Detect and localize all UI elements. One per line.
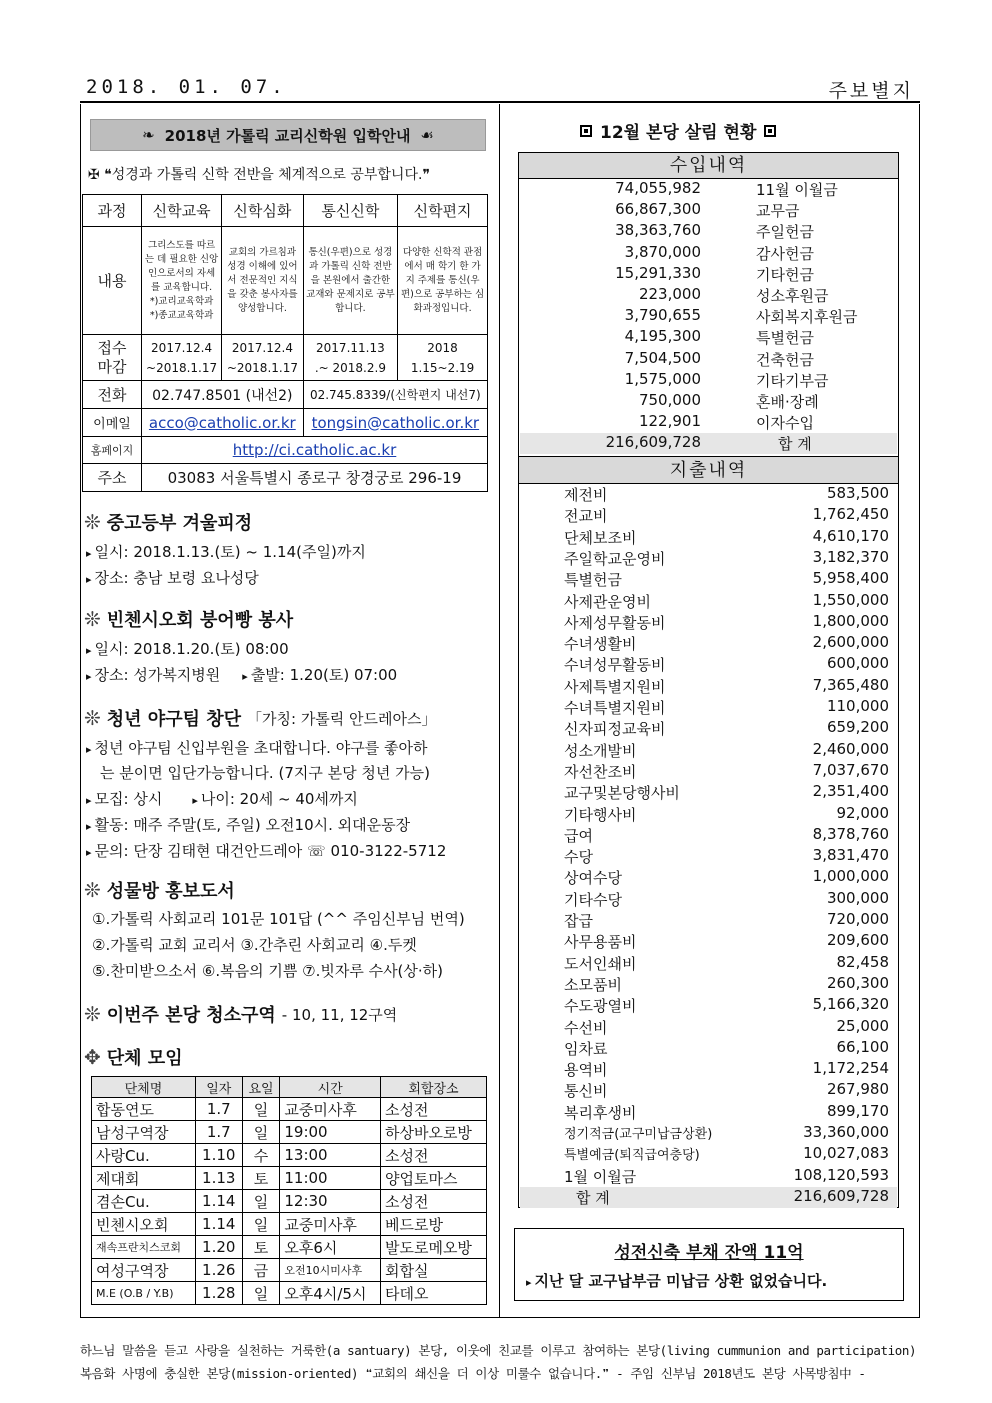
income-amount: 4,195,300 [624,327,701,346]
expense-row [520,740,897,761]
winter-camp-date: ▸ 일시: 2018.1.13.(토) ~ 1.14(주일)까지 [86,543,366,561]
table-row: 제대회 1.13 토 11:00 양업토마스 [92,1167,487,1190]
col-letter: 신학편지 [398,195,488,227]
expense-amount: 82,458 [836,952,889,971]
expense-label: 전교비 [564,507,608,526]
expense-row [520,804,897,825]
expense-label: 사제관운영비 [564,592,651,611]
expense-amount: 10,027,083 [803,1144,889,1163]
bulletin-date: 2018. 01. 07. [86,76,287,98]
expense-amount: 92,000 [836,803,889,822]
income-label: 성소후원금 [756,287,829,305]
expense-label: 교구및본당행사비 [564,784,680,803]
bullet-icon: ▸ [86,644,92,657]
expense-label: 복리후생비 [564,1103,637,1122]
baseball-contact: ▸ 문의: 단장 김태현 대건안드레아 ☏ 010-3122-5712 [86,842,447,860]
deadline-corr: 2017.11.13 .~ 2018.2.9 [303,335,397,381]
expense-row [520,1144,897,1165]
income-row [520,370,897,391]
expense-amount: 1,550,000 [812,590,889,609]
baseball-line2: 는 분이면 입단가능합니다. (7지구 본당 청년 가능) [100,764,430,782]
expense-label: 사제성무활동비 [564,613,666,632]
sparkle-icon: ❊ [84,706,101,730]
bullet-icon: ▸ [242,670,248,683]
expense-label: 주일학교운영비 [564,549,666,568]
square-bullet-icon [580,125,592,137]
books-line3: ⑤.찬미받으소서 ⑥.복음의 기쁨 ⑦.빗자루 수사(상·하) [92,962,444,980]
debt-note: ▸ 지난 달 교구납부금 미납금 상환 없었습니다. [526,1272,828,1290]
flower-icon: ✥ [84,1045,101,1069]
income-row [520,243,897,264]
col-course: 과정 [83,195,142,227]
footer-line2: 복음화 사명에 충실한 본당(mission-oriented) ❝교회의 쇄신을 더 이상 미룰수 없습니다.❞ - 주임 신부님 2018년도 본당 사목방침中 - [80,1366,866,1381]
income-label: 특별헌금 [756,329,814,348]
expense-amount: 1,762,450 [812,505,889,524]
expense-amount: 8,378,760 [812,824,889,843]
expense-amount: 5,166,320 [812,995,889,1014]
finance-heading: 12월 본당 살림 현황 [580,118,776,143]
expense-amount: 110,000 [826,697,889,715]
bullet-icon: ▸ [526,1276,532,1289]
expense-label: 수당 [564,848,593,867]
table-row: 겸손Cu. 1.14 일 12:30 소성전 [92,1190,487,1213]
income-label: 혼배·장례 [756,393,819,411]
content-letter: 다양한 신학적 관점에서 매 학기 한 가지 주제를 통신(우편)으로 공부하는 심화과정입니다. [398,227,488,335]
cleaning-areas: - 10, 11, 12구역 [281,1005,398,1024]
expense-label: 사무용품비 [564,933,637,952]
table-row: 빈첸시오회 1.14 일 교중미사후 베드로방 [92,1213,487,1236]
col-edu: 신학교육 [142,195,222,227]
income-row [520,264,897,285]
content-corr: 통신(우편)으로 성경과 가톨릭 신학 전반을 본원에서 출간한 교재와 문제지로 공부합니다. [303,227,397,335]
content-label: 내용 [83,227,142,335]
income-row [520,221,897,242]
phone-1: 02.747.8501 (내선2) [142,381,304,409]
deadline-letter: 2018 1.15~2.19 [398,335,488,381]
expense-row [520,1038,897,1059]
income-amount: 3,790,655 [624,306,701,325]
ornament-left-icon: ❧ [142,126,155,144]
expense-row [520,1102,897,1123]
table-row: 여성구역장 1.26 금 오전10시미사후 회합실 [92,1259,487,1282]
expense-label: 상여수당 [564,869,622,888]
seminary-table [82,194,488,492]
expense-label: 성소개발비 [564,741,637,760]
winter-camp-heading: ❊ 중고등부 겨울피정 [84,510,253,534]
column-divider [499,104,500,1318]
income-total-row [520,433,897,454]
income-amount: 15,291,330 [615,263,701,282]
meetings-table: 단체명 일자 요일 시간 회합장소 합동연도 1.7 일 교중미사후 소성전 남성구역장 1.7 일 19:00 하상바오로방 사랑Cu. 1.10 수 13:00 소성전 제대회 1.13 토 11:00 양업토마스 겸손Cu. 1.14 일 12:30 소성전 빈첸시오회 1.14 일 교중미사후 베드로방 재속프란치스코회 1.20 토 오후6시 발도로메오방 여성구역장 1.26 금 오전10시미사후 회합실 M.E (O.B / Y.B) 1.28 일 오후4시/5시 타데오 [91,1076,487,1305]
expense-amount: 3,831,470 [812,846,889,865]
expense-label: 제전비 [564,486,608,504]
cleaning-heading: ❊ 이번주 본당 청소구역 - 10, 11, 12구역 [84,1002,398,1026]
income-label: 합 계 [778,435,812,454]
income-row [520,306,897,327]
expense-amount: 2,351,400 [812,782,889,801]
expense-amount: 66,100 [836,1037,889,1056]
table-row: 사랑Cu. 1.10 수 13:00 소성전 [92,1144,487,1167]
expense-amount: 1,800,000 [812,611,889,630]
income-row [520,179,897,200]
baseball-tag: 「가칭: 가톨릭 안드레아스」 [247,709,437,728]
income-row [520,327,897,348]
expense-label: 특별예금(퇴직급여충당) [564,1148,700,1164]
expense-row [520,825,897,846]
content-edu: 그리스도를 따르는 데 필요한 신앙인으로서의 자세를 교육합니다. *)교리교육학과 *)종교교육학과 [142,227,222,335]
expense-label: 수녀성무활동비 [564,656,666,675]
winter-camp-place: ▸ 장소: 충남 보령 요나성당 [86,569,259,587]
income-row [520,285,897,306]
bullet-icon: ▸ [86,743,92,756]
expense-row [520,995,897,1016]
income-label: 사회복지후원금 [756,308,858,327]
income-label: 기타기부금 [756,371,829,390]
expense-row [520,1059,897,1080]
expense-label: 통신비 [564,1082,608,1101]
income-amount: 74,055,982 [615,179,701,197]
col-deep: 신학심화 [222,195,303,227]
expense-amount: 25,000 [836,1016,889,1035]
income-amount: 66,867,300 [615,200,701,219]
expense-label: 수녀생활비 [564,635,637,654]
expense-amount: 4,610,170 [812,526,889,545]
expense-label: 잡급 [564,912,593,930]
books-line2: ②.가톨릭 교회 교리서 ③.간추린 사회교리 ④.두켓 [92,936,417,954]
footer-line1: 하느님 말씀을 듣고 사랑을 실천하는 거룩한(a santuary) 본당, 이웃에 친교를 이루고 참여하는 본당(living cummunion and participation) [80,1343,917,1358]
bullet-icon: ▸ [86,547,92,560]
bullet-icon: ▸ [86,794,92,807]
income-amount: 122,901 [638,412,701,431]
expense-label: 용역비 [564,1061,608,1080]
income-amount: 7,504,500 [624,348,701,367]
expense-amount: 7,365,480 [812,675,889,694]
expense-row [520,654,897,675]
phone-label: 전화 [83,381,142,409]
expense-amount: 108,120,593 [793,1165,889,1184]
books-line1: ①.가톨릭 사회교리 101문 101답 (^^ 주임신부님 번역) [92,910,465,928]
address-value: 03083 서울특별시 종로구 창경궁로 296-19 [142,464,488,492]
income-label: 주일헌금 [756,223,814,242]
expense-label: 신자피정교육비 [564,720,666,739]
sparkle-icon: ❊ [84,510,101,534]
table-row: 합동연도 1.7 일 교중미사후 소성전 [92,1098,487,1121]
sparkle-icon: ❊ [84,1002,101,1026]
bullet-icon: ▸ [86,573,92,586]
income-amount: 38,363,760 [615,221,701,240]
ornament-right-icon: ☙ [420,126,434,144]
expense-row [520,931,897,952]
homepage-label: 홈페이지 [83,437,142,464]
seminary-subtitle: ✠ ❝성경과 가톨릭 신학 전반을 체계적으로 공부합니다.❞ [88,167,430,183]
expense-row [520,953,897,974]
income-label: 건축헌금 [756,350,814,369]
baseball-line1: ▸ 청년 야구팀 신입부원을 초대합니다. 야구를 좋아하 [86,739,428,757]
books-heading: ❊ 성물방 홍보도서 [84,878,235,902]
income-row [520,391,897,412]
expense-amount: 5,958,400 [812,569,889,588]
expense-amount: 1,172,254 [812,1059,889,1078]
income-amount: 750,000 [638,391,701,409]
baseball-heading: ❊ 청년 야구팀 창단 「가칭: 가톨릭 안드레아스」 [84,706,437,730]
expense-amount: 2,460,000 [812,739,889,758]
income-row [520,412,897,433]
expense-amount: 600,000 [826,654,889,673]
expense-amount: 209,600 [826,931,889,950]
income-label: 기타헌금 [756,265,814,284]
sparkle-icon: ❊ [84,878,101,902]
expense-amount: 260,300 [826,973,889,992]
vincent-place: ▸ 장소: 성가복지병원 ▸ 출발: 1.20(토) 07:00 [86,666,398,684]
income-label: 11월 이월금 [756,181,838,199]
expense-row [520,591,897,612]
seminary-title: 2018년 가톨릭 교리신학원 입학안내 [164,126,411,145]
baseball-activity: ▸ 활동: 매주 주말(토, 주일) 오전10시. 외대운동장 [86,816,411,834]
income-row [520,200,897,221]
expense-label: 임차료 [564,1039,608,1058]
expense-label: 소모품비 [564,975,622,994]
expense-label: 도서인쇄비 [564,954,637,973]
homepage-link[interactable]: http://ci.catholic.ac.kr [232,441,397,459]
expense-label: 단체보조비 [564,528,637,547]
expense-row [520,612,897,633]
income-amount: 223,000 [638,285,701,303]
expense-row [520,676,897,697]
vincent-heading: ❊ 빈첸시오회 붕어빵 봉사 [84,607,294,631]
expense-row [520,527,897,548]
expense-row [520,910,897,931]
bulletin-title: 주보별지 [828,80,914,102]
expense-amount: 1,000,000 [812,867,889,886]
cross-icon: ✠ [88,167,100,183]
income-label: 이자수입 [756,414,814,433]
table-row: 재속프란치스코회 1.20 토 오후6시 발도로메오방 [92,1236,487,1259]
deadline-label: 접수 마감 [83,335,142,381]
expense-amount: 33,360,000 [803,1123,889,1141]
bullet-icon: ▸ [192,794,198,807]
expense-label: 1월 이월금 [564,1167,637,1186]
deadline-edu: 2017.12.4 ~2018.1.17 [142,335,222,381]
bullet-icon: ▸ [86,820,92,833]
income-amount: 3,870,000 [624,242,701,261]
vincent-date: ▸ 일시: 2018.1.20.(토) 08:00 [86,640,289,658]
phone-2: 02.745.8339/(신학편지 내선7) [303,381,487,409]
expense-amount: 7,037,670 [812,760,889,779]
debt-title: 성전신축 부채 잔액 11억 [614,1243,804,1263]
expense-row [520,846,897,867]
expense-row [520,569,897,590]
email-label: 이메일 [83,409,142,437]
expense-label: 특별헌금 [564,571,622,590]
expense-row [520,718,897,739]
expense-row [520,1017,897,1038]
deadline-deep: 2017.12.4 ~2018.1.17 [222,335,303,381]
expense-label: 정기적금(교구미납금상환) [564,1127,713,1142]
sparkle-icon: ❊ [84,607,101,631]
expense-label: 기타수당 [564,890,622,909]
expense-amount: 3,182,370 [812,547,889,566]
expense-label: 사제특별지원비 [564,677,666,696]
expense-label: 급여 [564,826,593,845]
expense-label: 기타행사비 [564,805,637,824]
income-row [520,349,897,370]
expense-row [520,1080,897,1101]
address-label: 주소 [83,464,142,492]
email-link-1[interactable]: acco@catholic.or.kr [148,413,296,432]
table-row: M.E (O.B / Y.B) 1.28 일 오후4시/5시 타데오 [92,1282,487,1305]
expense-row [520,484,897,505]
expense-row [520,697,897,718]
expense-amount: 899,170 [826,1101,889,1120]
income-label: 감사헌금 [756,244,814,263]
expense-row [520,633,897,654]
expense-row [520,1123,897,1144]
expense-row [520,974,897,995]
expense-row [520,761,897,782]
expense-label: 수선비 [564,1018,608,1037]
expense-label: 수녀특별지원비 [564,699,666,717]
expense-row [520,548,897,569]
expense-amount: 659,200 [826,718,889,737]
income-label: 교무금 [756,202,800,221]
table-row: 남성구역장 1.7 일 19:00 하상바오로방 [92,1121,487,1144]
meetings-heading: ✥ 단체 모임 [84,1045,183,1069]
expense-row [520,505,897,526]
expense-amount: 267,980 [826,1080,889,1099]
income-amount: 216,609,728 [605,433,701,452]
expense-amount: 300,000 [826,888,889,907]
content-deep: 교회의 가르침과 성경 이해에 있어서 전문적인 지식을 갖춘 봉사자를 양성합니다. [222,227,303,335]
square-bullet-icon [764,125,776,137]
expense-total-row [520,1187,897,1208]
expense-label: 수도광열비 [564,997,637,1016]
baseball-recruit: ▸ 모집: 상시 ▸ 나이: 20세 ~ 40세까지 [86,790,358,808]
expense-amount: 2,600,000 [812,633,889,652]
bullet-icon: ▸ [86,670,92,683]
expense-row [520,867,897,888]
col-corr: 통신신학 [303,195,397,227]
expense-label: 합 계 [576,1188,610,1207]
expense-amount: 583,500 [826,484,889,502]
income-header: 수입내역 [519,153,898,179]
expense-row [520,782,897,803]
header-rule [80,101,920,103]
email-link-2[interactable]: tongsin@catholic.or.kr [311,413,480,432]
seminary-banner [90,119,486,151]
expense-row [520,889,897,910]
expense-row [520,1166,897,1187]
expense-amount: 216,609,728 [793,1186,889,1205]
income-amount: 1,575,000 [624,369,701,388]
expense-header: 지출내역 [519,456,898,484]
expense-amount: 720,000 [826,910,889,928]
bullet-icon: ▸ [86,846,92,859]
expense-label: 자선찬조비 [564,762,637,781]
